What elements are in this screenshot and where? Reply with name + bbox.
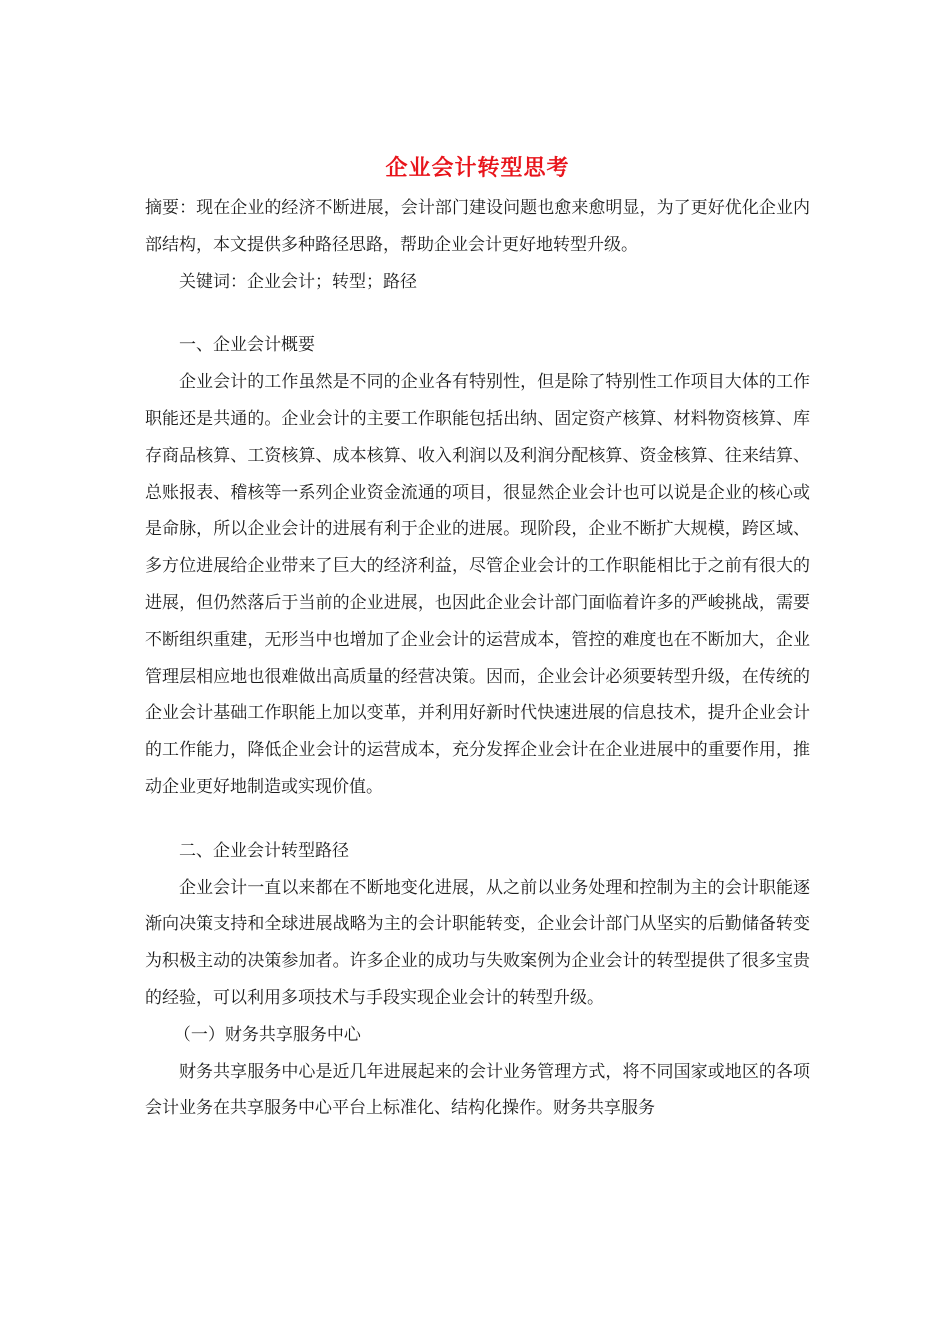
section-2-paragraph-1: 企业会计一直以来都在不断地变化进展，从之前以业务处理和控制为主的会计职能逐渐向决策支持和全球进展战略为主的会计职能转变，企业会计部门从坚实的后勤储备转变为积极主动的决策参加者。许多企业的成功与失败案例为企业会计的转型提供了很多宝贵的经验，可以利用多项技术与手段实现企业会计的转型升级。 (145, 877, 810, 1008)
section-gap (145, 806, 810, 833)
document-title: 企业会计转型思考 (385, 155, 570, 181)
section-gap (145, 300, 810, 327)
subsection-heading-2-1: （一）财务共享服务中心 (173, 1024, 361, 1045)
abstract-paragraph: 摘要：现在企业的经济不断进展，会计部门建设问题也愈来愈明显，为了更好优化企业内部结构，本文提供多种路径思路，帮助企业会计更好地转型升级。 (145, 198, 810, 255)
section-heading-1: 一、企业会计概要 (179, 335, 315, 356)
document-page (145, 148, 810, 1127)
section-1-paragraph-1: 企业会计的工作虽然是不同的企业各有特别性，但是除了特别性工作项目大体的工作职能还是共通的。企业会计的主要工作职能包括出纳、固定资产核算、材料物资核算、库存商品核算、工资核算、成本核算、收入利润以及利润分配核算、资金核算、往来结算、总账报表、稽核等一系列企业资金流通的项目，很显然企业会计也可以说是企业的核心或是命脉，所以企业会计的进展有利于企业的进展。现阶段，企业不断扩大规模，跨区域、多方位进展给企业带来了巨大的经济利益，尽管企业会计的工作职能相比于之前有很大的进展，但仍然落后于当前的企业进展，也因此企业会计部门面临着许多的严峻挑战，需要不断组织重建，无形当中也增加了企业会计的运营成本，管控的难度也在不断加大，企业管理层相应地也很难做出高质量的经营决策。因而，企业会计必须要转型升级，在传统的企业会计基础工作职能上加以变革，并利用好新时代快速进展的信息技术，提升企业会计的工作能力，降低企业会计的运营成本，充分发挥企业会计在企业进展中的重要作用，推动企业更好地制造或实现价值。 (145, 372, 810, 797)
section-heading-2: 二、企业会计转型路径 (179, 840, 349, 861)
keywords-line: 关键词：企业会计；转型；路径 (179, 271, 417, 292)
subsection-2-1-paragraph-1: 财务共享服务中心是近几年进展起来的会计业务管理方式，将不同国家或地区的各项会计业务在共享服务中心平台上标准化、结构化操作。财务共享服务 (145, 1061, 810, 1119)
